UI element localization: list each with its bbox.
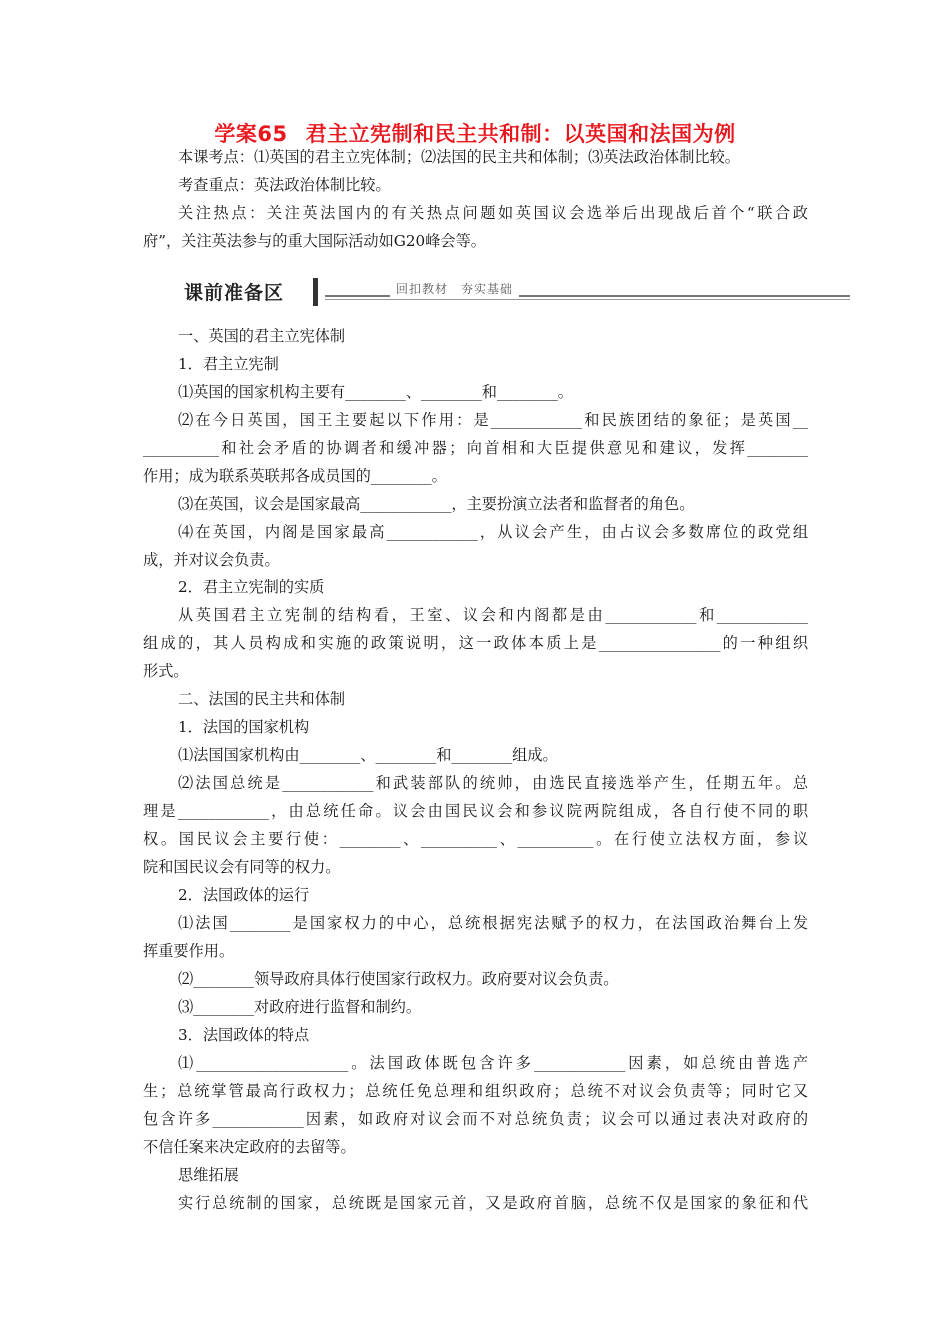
body-line: ⑵________领导政府具体行使国家行政权力。政府要对议会负责。 bbox=[178, 970, 619, 988]
body-line: 从英国君主立宪制的结构看，王室、议会和内阁都是由____________和____________ bbox=[178, 606, 808, 624]
body-line: ⑴法国国家机构由________、________和________组成。 bbox=[178, 746, 558, 764]
intro-line: 本课考点：⑴英国的君主立宪体制；⑵法国的民主共和体制；⑶英法政治体制比较。 bbox=[178, 148, 740, 166]
body-line: ⑷在英国，内阁是国家最高____________，从议会产生，由占议会多数席位的政党组 bbox=[178, 523, 808, 541]
body-line: 院和国民议会有同等的权力。 bbox=[143, 858, 341, 876]
sub-heading: 3．法国政体的特点 bbox=[178, 1026, 310, 1044]
body-line: ⑵在今日英国，国王主要起以下作用：是____________和民族团结的象征；是英国__ bbox=[178, 411, 808, 429]
banner-divider bbox=[313, 278, 318, 306]
sub-heading: 2．君主立宪制的实质 bbox=[178, 578, 325, 596]
banner-subtitle: 回扣教材 夯实基础 bbox=[390, 280, 519, 297]
title-prefix: 学案65 bbox=[214, 122, 288, 146]
body-line: ⑶________对政府进行监督和制约。 bbox=[178, 998, 421, 1016]
body-line: 形式。 bbox=[143, 662, 189, 680]
body-line: 挥重要作用。 bbox=[143, 942, 235, 960]
body-line: 作用；成为联系英联邦各成员国的________。 bbox=[143, 467, 447, 485]
section-banner bbox=[175, 274, 850, 310]
body-line: 包含许多____________因素，如政府对议会而不对总统负责；议会可以通过表决对政府的 bbox=[143, 1110, 808, 1128]
sub-heading: 1．法国的国家机构 bbox=[178, 718, 310, 736]
body-line: __________和社会矛盾的协调者和缓冲器；向首相和大臣提供意见和建议，发挥________ bbox=[143, 439, 808, 457]
body-line: ⑶在英国，议会是国家最高____________，主要扮演立法者和监督者的角色。 bbox=[178, 495, 695, 513]
sub-heading: 1．君主立宪制 bbox=[178, 355, 279, 373]
section-heading: 一、英国的君主立宪体制 bbox=[178, 327, 346, 345]
intro-line: 考查重点：英法政治体制比较。 bbox=[178, 176, 391, 194]
intro-line: 府”，关注英法参与的重大国际活动如G20峰会等。 bbox=[143, 232, 486, 250]
body-line: 不信任案来决定政府的去留等。 bbox=[143, 1138, 356, 1156]
body-line: ⑵法国总统是____________和武装部队的统帅，由选民直接选举产生，任期五年。总 bbox=[178, 774, 808, 792]
page-title bbox=[0, 118, 950, 148]
body-line: 成，并对议会负责。 bbox=[143, 551, 280, 569]
title-main: 君主立宪制和民主共和制：以英国和法国为例 bbox=[305, 122, 736, 146]
body-line: ⑴法国________是国家权力的中心，总统根据宪法赋予的权力，在法国政治舞台上发 bbox=[178, 914, 808, 932]
banner-label: 课前准备区 bbox=[184, 282, 285, 304]
body-line: 生；总统掌管最高行政权力；总统任免总理和组织政府；总统不对议会负责等；同时它又 bbox=[143, 1082, 808, 1100]
intro-line: 关注热点：关注英法国内的有关热点问题如英国议会选举后出现战后首个“联合政 bbox=[178, 204, 808, 222]
banner-rule bbox=[325, 299, 850, 300]
body-line: ⑴____________________。法国政体既包含许多____________因素，如总统由普选产 bbox=[178, 1054, 808, 1072]
body-line: ⑴英国的国家机构主要有________、________和________。 bbox=[178, 383, 573, 401]
body-line: 权。国民议会主要行使：________、__________、__________。在行使立法权方面，参议 bbox=[143, 830, 808, 848]
body-line: 实行总统制的国家，总统既是国家元首，又是政府首脑，总统不仅是国家的象征和代 bbox=[178, 1194, 808, 1212]
section-heading: 二、法国的民主共和体制 bbox=[178, 690, 346, 708]
sub-heading: 思维拓展 bbox=[178, 1166, 239, 1184]
body-line: 组成的，其人员构成和实施的政策说明，这一政体本质上是________________的一种组织 bbox=[143, 634, 808, 652]
sub-heading: 2．法国政体的运行 bbox=[178, 886, 310, 904]
body-line: 理是____________，由总统任命。议会由国民议会和参议院两院组成，各自行使不同的职 bbox=[143, 802, 808, 820]
